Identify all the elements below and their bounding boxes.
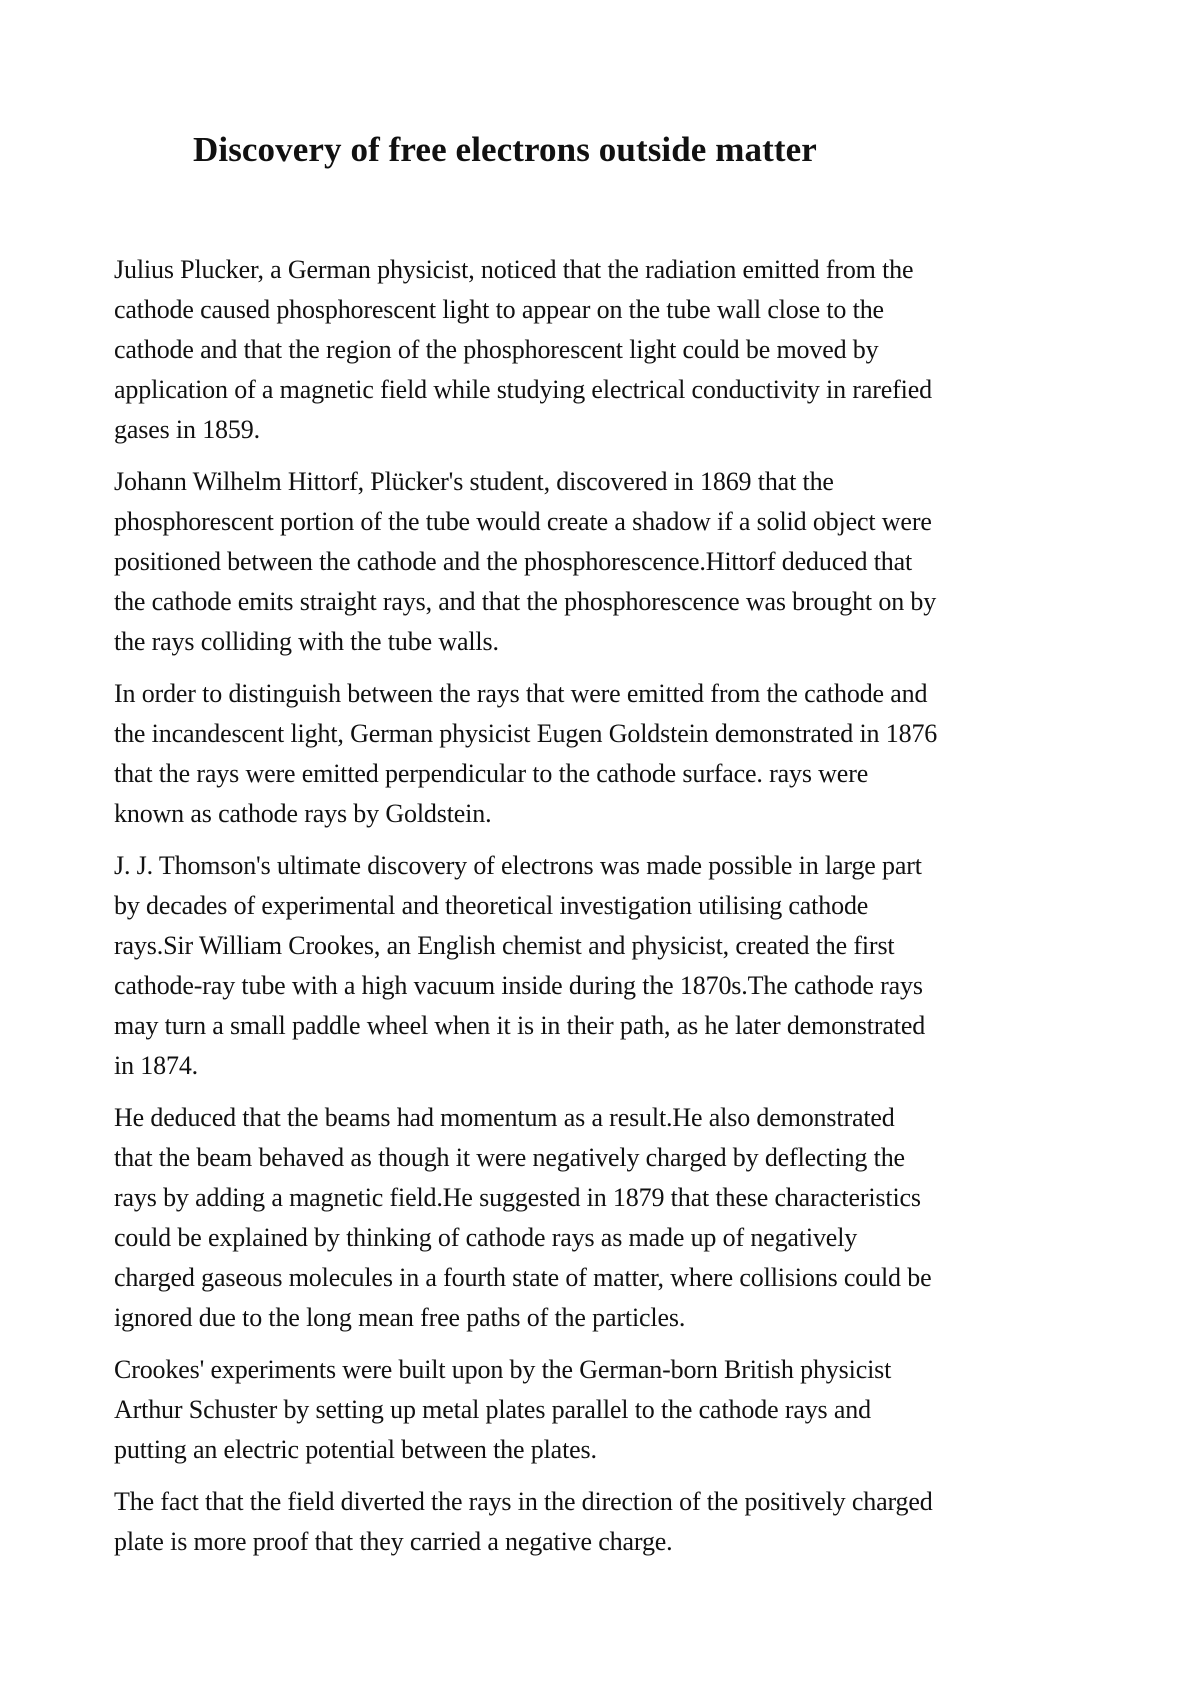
paragraph-goldstein [114, 674, 1114, 834]
paragraph-schuster [114, 1350, 1114, 1470]
paragraph-negative-charge [114, 1482, 1114, 1562]
text-line: putting an electric potential between the plates. [114, 1435, 597, 1464]
text-line: charged gaseous molecules in a fourth state of matter, where collisions could be [114, 1263, 932, 1292]
text-line: ignored due to the long mean free paths of the particles. [114, 1303, 686, 1332]
text-line: known as cathode rays by Goldstein. [114, 799, 492, 828]
text-line: cathode and that the region of the phosphorescent light could be moved by [114, 335, 879, 364]
text-line: plate is more proof that they carried a negative charge. [114, 1527, 673, 1556]
text-line: may turn a small paddle wheel when it is in their path, as he later demonstrated [114, 1011, 926, 1040]
text-line: The fact that the field diverted the rays in the direction of the positively charged [114, 1487, 933, 1516]
paragraph-plucker [114, 250, 1114, 450]
text-line: rays by adding a magnetic field.He suggested in 1879 that these characteristics [114, 1183, 921, 1212]
text-line: the cathode emits straight rays, and that the phosphorescence was brought on by [114, 587, 937, 616]
paragraph-hittorf [114, 462, 1114, 662]
text-line: application of a magnetic field while studying electrical conductivity in rarefied [114, 375, 932, 404]
text-line: positioned between the cathode and the phosphorescence.Hittorf deduced that [114, 547, 913, 576]
text-line: Johann Wilhelm Hittorf, Plücker's student, discovered in 1869 that the [114, 467, 834, 496]
text-line: that the rays were emitted perpendicular to the cathode surface. rays were [114, 759, 869, 788]
document-body [114, 250, 1114, 1574]
paragraph-momentum [114, 1098, 1114, 1338]
text-line: by decades of experimental and theoretical investigation utilising cathode [114, 891, 869, 920]
text-line: the rays colliding with the tube walls. [114, 627, 499, 656]
text-line: could be explained by thinking of cathode rays as made up of negatively [114, 1223, 858, 1252]
text-line: in 1874. [114, 1051, 199, 1080]
text-line: In order to distinguish between the rays that were emitted from the cathode and [114, 679, 928, 708]
text-line: that the beam behaved as though it were negatively charged by deflecting the [114, 1143, 905, 1172]
paragraph-thomson-crookes [114, 846, 1114, 1086]
text-line: phosphorescent portion of the tube would create a shadow if a solid object were [114, 507, 932, 536]
page-title: Discovery of free electrons outside matter [193, 130, 817, 169]
text-line: rays.Sir William Crookes, an English chemist and physicist, created the first [114, 931, 895, 960]
text-line: J. J. Thomson's ultimate discovery of electrons was made possible in large part [114, 851, 922, 880]
text-line: He deduced that the beams had momentum as a result.He also demonstrated [114, 1103, 895, 1132]
text-line: the incandescent light, German physicist Eugen Goldstein demonstrated in 1876 [114, 719, 938, 748]
text-line: Crookes' experiments were built upon by the German-born British physicist [114, 1355, 892, 1384]
text-line: gases in 1859. [114, 415, 260, 444]
text-line: cathode caused phosphorescent light to appear on the tube wall close to the [114, 295, 884, 324]
text-line: Julius Plucker, a German physicist, noticed that the radiation emitted from the [114, 255, 914, 284]
text-line: Arthur Schuster by setting up metal plates parallel to the cathode rays and [114, 1395, 871, 1424]
text-line: cathode-ray tube with a high vacuum inside during the 1870s.The cathode rays [114, 971, 923, 1000]
